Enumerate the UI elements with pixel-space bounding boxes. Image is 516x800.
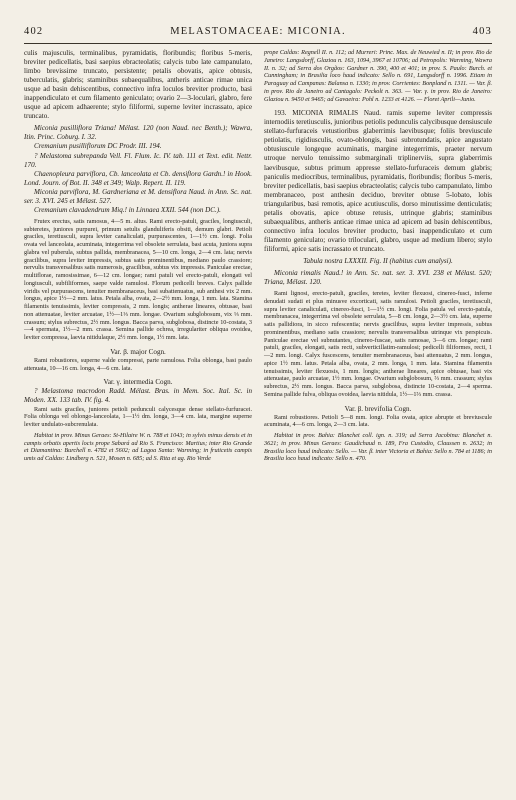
- variety-heading: Var. γ. intermedia Cogn.: [103, 378, 173, 387]
- synonym: Miconia pusilliflora Triana! Mélast. 120 (non Naud. nec Benth.); Wawra, Itin. Princ. Coburg. I. 32.: [24, 124, 252, 142]
- page-number: 402: [24, 26, 44, 37]
- synonym: ? Melastoma subrepanda Vell. Fl. Flum. Ic. IV. tab. 111 et Text. edit. Nettr. 170.: [24, 151, 252, 169]
- page-header: [24, 26, 492, 40]
- left-column: [24, 49, 252, 463]
- plate-reference: Tabula nostra LXXXII. Fig. II (habitus cum analysi).: [303, 257, 453, 265]
- habitat-continued: prope Caldas: Regnell II. n. 112; ad Murreri: Princ. Max. de Neuwied n. II; in prov. Rio de Janeiro: Langsdorff, Glaziou n. 163, 1094, 3967 et 10706; ad Petropolis: Warming, Wawra II. n. 32; ad Serra dos Orgãos: Gardner n. 390, 400 et 401; in prov. S. Paulo: Burch. et Cunningham; in Brasilia loco haud indicato: Sello n. 691, Langsdorff n. 1996. Etiam in Paraguay ad Campanas: Balansa n. 1330; in prov. Corrientes: Bonpland n. 1311. — Var. β. in prov. Rio de Janeiro ad Cantagalo: Peckolt n. 363. — Var. γ. in prov. Rio de Janeiro: Glaziou n. 9450 et 9465; ad Gavaeira: Pohl n. 1233 et 4126. — Floret Aprili—Junio.: [264, 49, 492, 103]
- synonym: Cremanium pusilliflorum DC Prodr. III. 194.: [34, 142, 162, 151]
- variety-heading: Var. β. brevifolia Cogn.: [344, 404, 412, 413]
- habitat-text: Habitat in prov. Bahia: Blanchet coll. ign. n. 319; ad Serra Jacobina: Blanchet n. 3621; in prov. Minas Geraes: Gaudichaud n. 189, Fra Custodio, Claussen n. 2632; in Brasilia loco haud indicato: Sello. — Var. β. inter Victoria et Bahia: Sello n. 784 et 1186; in Brasilia loco haud indicato: Sello n. 470.: [264, 432, 492, 463]
- variety-heading: Var. β. major Cogn.: [110, 347, 166, 356]
- synonym: Miconia parviflora, M. Gardneriana et M. densiflora Naud. in Ann. Sc. nat. ser. 3. XVI. 245 et Mélast. 527.: [24, 187, 252, 205]
- synonym: Cremanium clavadendrum Miq.! in Linnaea XXII. 544 (non DC.).: [34, 205, 221, 214]
- species-entry: [264, 109, 492, 254]
- synonym: Chaenopleura parviflora, Cb. lanceolata et Cb. densiflora Gardn.! in Hook. Lond. Journ. of Bot. II. 348 et 349; Walp. Repert. II. 119.: [24, 169, 252, 187]
- synonym: Miconia rimalis Naud.! in Ann. Sc. nat. ser. 3. XVI. 238 et Mélast. 520; Triana, Mélast. 120.: [264, 269, 492, 287]
- header-rule: [24, 43, 492, 44]
- habitat-text: Habitat in prov. Minas Geraes: St-Hilaire W. n. 788 et 1043; in sylvis minus densis et in campis orbatis apertis locis prope Sabará ad Rio S. Francisco: Martius; inter Rio Grande et Diamantina: Burchell n. 4782 et 5602; ad Lagoa Santa: Warming; in fruticetis campis umis ad Caldas: Lindberg n. 521, Mosen n. 685; ad S. Rita et ag. Rio Verde: [24, 431, 252, 463]
- species-title: 193. MICONIA RIMALIS Naud.: [274, 109, 382, 118]
- detailed-description: Rami lignosi, erecto-patuli, graciles, teretes, leviter flexuosi, cinereo-fusci, inferne denudati sudati et plus minusve excorticati, satis ramulosi. Petioli graciles, teretiusculi, supra leviter canaliculati, cinereo-fusci, 1—1½ cm. longi. Folia patula vel erecto-patula, membranacea, integerrima vel obsolete serrulata, 5—8 cm. longa, 2—3½ cm. lata, superne satis pallidiora, in sicco rufescentia; nervis gracilibus, supra leviter impressis, subtus prominentibus, mediano satis crassiore; nervulis transversalibus utrinque vix perspicuis. Paniculae erectae vel subnutantes, cinereo-fuscae, satis ramosae, 3—6 cm. longae; rami patuli, graciles, elongati, satis recti, subverticillatim-ramulosi; pedicelli filiformes, recti, 1—2 mm. longi. Calyx fuscescens, tenuiter membranaceus, basi attenuatus, 2 mm. longus, apice 1½ mm. latus. Petala alba, ovata, 2 mm. longa, 1 mm. lata. Stamina filamentis tenuissimis, leviter flexuosis, 1 mm. longis; antherae lineares, apice obtusae, basi vix attenuatae, paulo arcuatae, 1½ mm. longae. Ovarium subglobosum, ⅔ mm. crassum; stylus subrectus, 2½ mm. longus. Bacca parva, subglobosa, distincte 10-costata, 2—4 sperma. Semina pallide fulva, obliqua ovoidea, laevia nitidula, 1½—1⅔ mm. crassa.: [264, 290, 492, 398]
- variety-description: Rami robustiores, superne valde compressi, parte ramulosa. Folia oblonga, basi paulo attenuata, 10—16 cm. longa, 4—6 cm. lata.: [24, 356, 252, 372]
- description-continued: culis majusculis, terminalibus, pyramidatis, floribundis; floribus 5-meris, breviter pedicellatis, basi saepius ebracteolatis; calycis tubo late campanulato, limbo brevissime truncato, persistente; petalis obovatis, apice obtusis, tuberculatis, glabris; staminibus subaequalibus, antheris anticae rimae unica usque ad basin dehiscentibus, connectivo infra loculos breviter producto, basi inappendiculato et cum filamento geniculato; ovario 2—3-loculari, glabro, fere usque ad apicem adhaerente; stylo filiformi, superne leviter incrassato, apice truncato.: [24, 49, 252, 121]
- variety-description: Rami robustiores. Petioli 5—8 mm. longi. Folia ovata, apice abrupte et breviuscule acuminata, 4—6 cm. longa, 2—3 cm. lata.: [264, 413, 492, 429]
- detailed-description: Frutex erectus, satis ramosus, 4—5 m. altus. Rami erecto-patuli, graciles, longiusculi, subteretes, juniores purpurei, primum setulis glanduliferis obsiti, demum glabri. Petioli graciles, teretiusculi, supra leviter canaliculati, purpurascentes, 1—1½ cm. longi. Folia ovata vel lanceolata, acuminata, integerrima vel obsolete serrulata, basi acuta, juniora supra glabra vel puberula, subtus pallida, membranacea, 5—10 cm. longa, 2—4 cm. lata; nervis gracilibus, supra leviter impressis, subtus satis prominentibus, mediano paulo crassiore; nervulis transversalibus satis numerosis, gracilibus, subtus vix impressis. Paniculae erectae, multiflorae, ramosissimae, 6—12 cm. longae; rami patuli vel erecto-patuli, elongati vel longiusculi, subfiliformes, saepe valde ramulosi. Florum pedicelli breves. Calyx pallide viridis vel purpurascens, tenuiter membranaceus, basi subattenuatus, sub anthesi vix 2 mm. longus, apice 1½—2 mm. latus. Petala alba, ovata, 2—2½ mm. longa, 1 mm. lata. Stamina filamentis tenuissimis, leviter compressis, 2 mm. longis; antherae lineares, obtusae, basi non attenuatae, leviter arcuatae, 1½—1⅓ mm. longae. Ovarium subglobosum, vix ⅓ mm. crassum; stylus subrectus, 2½ mm. longus. Bacca parva, subglobosa, distincte 10-costata, 3—4 spermata, 1½—2 mm. crassa. Semina pallide ochrea, irregulariter obliqua ovoidea, leviter compressa, laevia nitidulaque, 2½ mm. longa, 1½ mm. lata.: [24, 217, 252, 342]
- species-description: ramis superne leviter compressis internodiis teretiusculis, junioribus petiolis pedunculis calycibusque densiuscule stellato-furfuraceis vetustioribus glaberrimis laevibusque; foliis breviuscule petiolatis, rigidiusculis, ovato-oblongis, basi subrotundatis, apice angustato obtusiuscule longeque acuminatis, margine integerrimis, praeter nervum utroque nervulo tenuissimo submarginali triplinerviis, supra glaberrimis laevibusque, subtus primum appresse stellato-furfuraceis demum glabris; paniculis mediocribus, terminalibus, pyramidatis, floribundis; floribus 5-meris, breviter pedicellatis, basi saepius ebracteolatis; calycis tubo campanulato, limbo membranaceo, post anthesin deciduo, breviter obtuse 5-lobato, lobis triangularibus, basi remotis, apice acutiusculis, dorso minutissime denticulatis; petalis obovatis, apice obtuse retusis, utrinque glabris; staminibus subaequalibus, antheris anticae rimae unica ad apicem ad basin dehiscentibus, connectivo infra loculos breviter producto, basi inappendiculato et cum filamento geniculato; ovario triloculari, glabro, usque ad medium libero; stylo filiformi, apice satis incrassato et truncato.: [264, 109, 492, 253]
- page-number-right: 403: [472, 26, 492, 37]
- right-column: [264, 49, 492, 463]
- variety-synonym: ? Melastoma macrodon Radd. Mélast. Bras. in Mem. Soc. Ital. Sc. in Moden. XX. 133 tab. IV. fig. 4.: [24, 387, 252, 405]
- running-title: MELASTOMACEAE: MICONIA.: [170, 26, 346, 37]
- text-columns: [24, 49, 492, 463]
- variety-description: Rami satis graciles, juniores petioli pedunculi calycesque dense stellato-furfuracei. Folia oblonga vel oblongo-lanceolata, 1—1½ dm. longa, 3—4 cm. lata, margine superne leviter undulato-subcrenulata.: [24, 405, 252, 429]
